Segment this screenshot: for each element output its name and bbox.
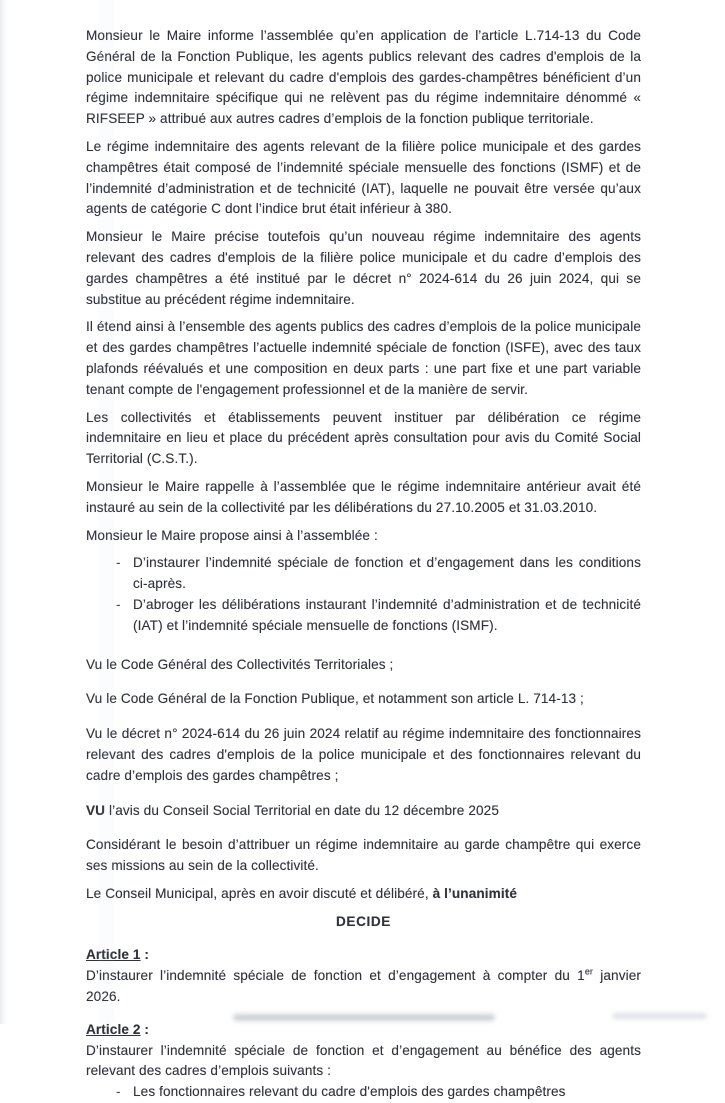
paragraph-collectivites: Les collectivités et établissements peuvent instituer par délibération ce régime indemnitaire en lieu et place du précédent après consultation pour avis du Comité Social Territorial (C.S.T.). — [86, 409, 641, 467]
visa-avis-cst-rest: l’avis du Conseil Social Territorial en date du 12 décembre 2025 — [105, 802, 499, 818]
article-1-title: Article 1 — [86, 947, 141, 963]
article-1-text-end: janvier 2026. — [86, 968, 641, 1005]
article-2-heading — [86, 1020, 641, 1041]
paragraph-rappel-deliberations: Monsieur le Maire rappelle à l’assemblée que le régime indemnitaire antérieur avait été instauré au sein de la collectivité par les délibérations du 27.10.2005 et 31.03.2010. — [86, 478, 641, 515]
visa-avis-cst — [86, 801, 641, 822]
article-2-colon: : — [140, 1021, 150, 1037]
bullet-dash: - — [116, 555, 121, 571]
conseil-text: Le Conseil Municipal, après en avoir discuté et délibéré, — [86, 885, 433, 901]
list-item-text: D’abroger les délibérations instaurant l’indemnité d’administration et de technicité (IAT) et l’indemnité spéciale mensuelle de fonctions (ISMF). — [133, 596, 641, 633]
paragraph-conseil-municipal — [86, 884, 641, 905]
list-item-text: Les fonctionnaires relevant du cadre d'emplois des gardes champêtres — [133, 1084, 566, 1100]
unanimite-bold: à l’unanimité — [432, 885, 517, 901]
visa-decret: Vu le décret n° 2024-614 du 26 juin 2024 relatif au régime indemnitaire des fonctionnaires relevant des cadres d'emplois de la police municipale et des fonctionnaires relevant du cadre d’emplois des gardes champêtres ; — [86, 726, 641, 783]
proposal-bullet-list — [86, 553, 641, 636]
visa-cgct: Vu le Code Général des Collectivités Territoriales ; — [86, 656, 394, 672]
article-1-heading — [86, 945, 641, 966]
article-1-body — [86, 966, 641, 1008]
article-1-text: D’instaurer l’indemnité spéciale de fonction et d’engagement à compter du 1 — [86, 968, 585, 984]
visa-cgfp: Vu le Code Général de la Fonction Publique, et notamment son article L. 714-13 ; — [86, 691, 584, 707]
visa-avis-cst-bold: VU — [86, 802, 106, 818]
paragraph-considerant: Considérant le besoin d’attribuer un régime indemnitaire au garde champêtre qui exerce ses missions au sein de la collectivité. — [86, 837, 641, 874]
list-item-text: D’instaurer l’indemnité spéciale de fonction et d’engagement dans les conditions ci-après. — [133, 555, 641, 592]
article-2-title: Article 2 — [86, 1021, 141, 1037]
list-item — [86, 1082, 641, 1103]
article-2-bullet-list — [86, 1082, 641, 1103]
list-item — [86, 595, 641, 637]
paragraph-isfe: Il étend ainsi à l’ensemble des agents publics des cadres d’emplois de la police municipale et des gardes champêtres l’actuelle indemnité spéciale de fonction (ISFE), avec des taux plafonds réévalués et une composition en deux parts : une part fixe et une part variable tenant compte de l'engagement professionnel et de la manière de servir. — [86, 319, 641, 397]
ordinal-superscript: er — [584, 966, 594, 977]
paragraph-nouveau-regime: Monsieur le Maire précise toutefois qu’un nouveau régime indemnitaire des agents relevant des cadres d'emplois de la filière police municipale et du cadre d’emplois des gardes champêtres a été institué par le décret n° 2024-614 du 26 juin 2024, qui se substitue au précédent régime indemnitaire. — [86, 229, 641, 307]
decide-heading: DECIDE — [336, 913, 391, 929]
paragraph-regime-anterieur: Le régime indemnitaire des agents relevant de la filière police municipale et des gardes champêtres était composé de l’indemnité spéciale mensuelle des fonctions (ISMF) et de l’indemnité d’administration et de technicité (IAT), laquelle ne pouvait être versée qu’aux agents de catégorie C dont l’indice brut était inférieur à 380. — [86, 138, 641, 217]
paragraph-propose: Monsieur le Maire propose ainsi à l’assemblée : — [86, 527, 378, 543]
bullet-dash: - — [116, 596, 121, 612]
article-1-colon: : — [140, 947, 150, 963]
paragraph-intro-rifseep: Monsieur le Maire informe l’assemblée qu’en application de l’article L.714-13 du Code Général de la Fonction Publique, les agents publics relevant des cadres d'emplois de la police municipale et relevant du cadre d'emplois des gardes-champêtres bénéficient d’un régime indemnitaire spécifique qui ne relèvent pas du régime indemnitaire dénommé « RIFSEEP » attribué aux autres cadres d’emplois de la fonction publique territoriale. — [86, 28, 641, 127]
list-item — [86, 553, 641, 595]
article-2-body: D’instaurer l’indemnité spéciale de fonction et d’engagement au bénéfice des agents relevant des cadres d’emplois suivants : — [86, 1042, 641, 1079]
bullet-dash: - — [116, 1084, 121, 1100]
